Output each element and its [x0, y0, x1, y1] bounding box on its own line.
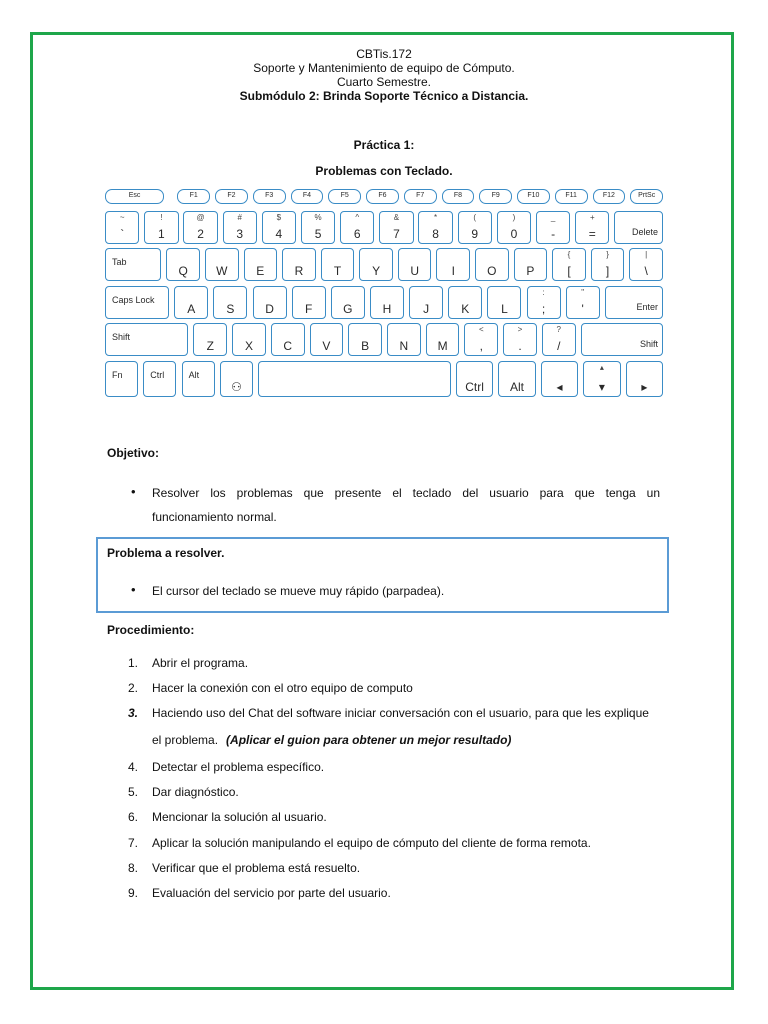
key-0-10	[517, 189, 550, 204]
key-label: 0	[510, 227, 518, 241]
key-label: 8	[432, 227, 439, 241]
key-label: F2	[227, 192, 236, 199]
key-4-2	[232, 323, 266, 356]
key-5-3	[220, 361, 253, 397]
key-4-11	[581, 323, 663, 356]
key-label: N	[399, 339, 409, 353]
key-2-9	[475, 248, 509, 281]
key-1-4	[262, 211, 296, 244]
step-text-main: Evaluación del servicio por parte del usuario.	[152, 886, 391, 900]
key-label: F12	[602, 192, 615, 199]
key-2-10	[514, 248, 548, 281]
step-text-main: el problema.	[152, 733, 219, 747]
key-2-7	[398, 248, 432, 281]
key-4-10	[542, 323, 576, 356]
key-2-8	[436, 248, 470, 281]
key-3-6	[370, 286, 404, 319]
key-shift-label: :	[542, 288, 545, 297]
key-label: 3	[236, 227, 244, 241]
key-label: \	[644, 264, 648, 278]
key-label: X	[244, 339, 253, 353]
step-number: 2.	[127, 681, 138, 695]
key-3-2	[213, 286, 247, 319]
key-0-2	[215, 189, 248, 204]
key-label: ]	[605, 264, 610, 278]
key-3-3	[253, 286, 287, 319]
objective-line-2: funcionamiento normal.	[152, 510, 277, 524]
key-1-13	[614, 211, 663, 244]
key-label: A	[187, 302, 196, 316]
key-0-4	[291, 189, 324, 204]
key-2-1	[166, 248, 200, 281]
key-label: =	[588, 227, 596, 241]
key-label: F10	[527, 192, 540, 199]
key-shift-label: +	[589, 213, 595, 222]
key-label: 6	[353, 227, 361, 241]
key-label: M	[437, 339, 448, 353]
step-text-main: Haciendo uso del Chat del software iniciar conversación con el usuario, para que les explique	[152, 706, 649, 720]
key-shift-label: %	[314, 213, 322, 222]
key-4-5	[348, 323, 382, 356]
key-label: K	[461, 302, 470, 316]
key-1-12	[575, 211, 609, 244]
key-0-1	[177, 189, 210, 204]
key-label: -	[551, 227, 556, 241]
step-number: 5.	[127, 785, 138, 799]
step-text-main: Hacer la conexión con el otro equipo de computo	[152, 681, 413, 695]
step-number: 3.	[127, 706, 138, 720]
key-label: G	[343, 302, 353, 316]
key-label: `	[120, 227, 125, 241]
key-1-10	[497, 211, 531, 244]
key-0-7	[404, 189, 437, 204]
key-4-6	[387, 323, 421, 356]
key-0-3	[253, 189, 286, 204]
key-label: F7	[416, 192, 425, 199]
step-text-main: Detectar el problema específico.	[152, 760, 325, 774]
key-label: S	[226, 302, 235, 316]
practice-label: Práctica 1:	[353, 138, 415, 152]
problem-text: El cursor del teclado se mueve muy rápido (parpadea).	[152, 584, 445, 598]
key-label: V	[322, 339, 331, 353]
key-3-10	[527, 286, 561, 319]
key-label: D	[265, 302, 274, 316]
key-label: T	[333, 264, 342, 278]
key-5-4	[258, 361, 451, 397]
objective-line-1: Resolver los problemas que presente el teclado del usuario para que tenga un	[152, 486, 660, 500]
submodule-title: Submódulo 2: Brinda Soporte Técnico a Distancia.	[239, 89, 529, 103]
key-label: Delete	[631, 227, 658, 237]
key-0-13	[630, 189, 663, 204]
step-text	[152, 886, 391, 901]
key-label: 7	[393, 227, 400, 241]
key-shift-label: )	[512, 213, 516, 222]
key-label: .	[518, 339, 522, 353]
key-1-1	[144, 211, 178, 244]
step-text-main: Abrir el programa.	[152, 656, 249, 670]
key-label: ▾	[598, 380, 605, 394]
key-2-6	[359, 248, 393, 281]
step-number: 7.	[127, 836, 138, 850]
key-label: '	[581, 302, 584, 316]
key-label: W	[216, 264, 228, 278]
key-2-4	[282, 248, 316, 281]
key-shift-label: <	[478, 325, 484, 334]
problem-bullet: •	[131, 582, 136, 597]
key-shift-label: #	[237, 213, 242, 222]
key-label: F3	[265, 192, 274, 199]
key-label: I	[451, 264, 455, 278]
key-label: Q	[178, 264, 188, 278]
key-label: Y	[372, 264, 381, 278]
key-1-7	[379, 211, 413, 244]
key-label: L	[501, 302, 508, 316]
key-label: R	[294, 264, 304, 278]
key-shift-label: ^	[355, 213, 360, 222]
key-2-12	[591, 248, 625, 281]
key-0-11	[555, 189, 588, 204]
semester: Cuarto Semestre.	[336, 75, 432, 89]
step-text-main: Aplicar la solución manipulando el equipo de cómputo del cliente de forma remota.	[152, 836, 591, 850]
key-shift-label: }	[606, 250, 609, 259]
step-number: 1.	[127, 656, 138, 670]
key-label: Alt	[188, 370, 200, 380]
key-label: 2	[197, 227, 204, 241]
key-shift-label: >	[517, 325, 523, 334]
key-label: Esc	[128, 192, 141, 199]
key-0-12	[593, 189, 626, 204]
step-text-main: Mencionar la solución al usuario.	[152, 810, 327, 824]
key-3-12	[605, 286, 663, 319]
key-label: F8	[453, 192, 463, 199]
key-label: F11	[565, 192, 577, 199]
key-label: 1	[158, 227, 165, 241]
key-4-8	[464, 323, 498, 356]
key-label: C	[283, 339, 292, 353]
key-shift-label: &	[393, 213, 400, 222]
key-label: Shift	[639, 339, 658, 349]
key-2-11	[552, 248, 586, 281]
key-label: 5	[314, 227, 322, 241]
key-label: P	[526, 264, 535, 278]
key-0-5	[328, 189, 361, 204]
key-label: F4	[302, 192, 312, 199]
step-text	[152, 836, 591, 851]
step-text	[152, 861, 360, 876]
key-1-2	[183, 211, 217, 244]
key-label: [	[567, 264, 571, 278]
key-label: Enter	[636, 302, 658, 312]
key-label: Caps Lock	[112, 295, 155, 305]
key-shift-label: _	[550, 213, 556, 222]
key-3-1	[174, 286, 208, 319]
step-text	[152, 656, 248, 671]
step-number: 9.	[127, 886, 138, 900]
key-5-9	[626, 361, 663, 397]
key-4-3	[271, 323, 305, 356]
key-2-5	[321, 248, 355, 281]
key-label: Ctrl	[465, 380, 484, 394]
step-text-main: Dar diagnóstico.	[152, 785, 239, 799]
step-text	[152, 785, 239, 800]
key-label: U	[410, 264, 419, 278]
key-label: F	[305, 302, 313, 316]
key-2-3	[244, 248, 278, 281]
key-shift-label: "	[581, 288, 585, 297]
key-label: Fn	[112, 370, 123, 380]
key-2-0	[105, 248, 161, 281]
step-text	[152, 706, 649, 721]
key-shift-label: {	[567, 250, 571, 259]
step-text	[152, 810, 327, 825]
key-label: Alt	[510, 380, 525, 394]
step-number: 4.	[127, 760, 138, 774]
key-shift-label: !	[160, 213, 163, 222]
key-0-6	[366, 189, 399, 204]
key-label: B	[361, 339, 370, 353]
key-label: ;	[541, 302, 546, 316]
key-label: F6	[378, 192, 387, 199]
key-1-5	[301, 211, 335, 244]
key-shift-label: ?	[556, 325, 561, 334]
practice-title: Problemas con Teclado.	[315, 164, 453, 178]
key-1-6	[340, 211, 374, 244]
key-5-5	[456, 361, 493, 397]
key-shift-label: |	[645, 250, 648, 259]
key-label: /	[557, 339, 561, 353]
key-label: Tab	[112, 257, 127, 267]
key-1-11	[536, 211, 570, 244]
key-2-13	[629, 248, 663, 281]
key-0-0	[105, 189, 164, 204]
key-4-9	[503, 323, 537, 356]
key-1-9	[458, 211, 492, 244]
key-label: 9	[471, 227, 479, 241]
key-3-11	[566, 286, 600, 319]
key-5-6	[498, 361, 535, 397]
key-1-0	[105, 211, 139, 244]
step-text-main: Verificar que el problema está resuelto.	[152, 861, 361, 875]
key-label: PrtSc	[638, 192, 656, 199]
key-shift-label: ▴	[599, 363, 604, 372]
key-5-0	[105, 361, 138, 397]
key-1-8	[418, 211, 452, 244]
key-3-0	[105, 286, 169, 319]
key-label: Ctrl	[150, 370, 165, 380]
step-number: 6.	[127, 810, 138, 824]
step-text	[152, 760, 324, 775]
key-0-8	[442, 189, 475, 204]
key-label: F5	[340, 192, 349, 199]
key-shift-label: @	[196, 213, 205, 222]
key-4-1	[193, 323, 227, 356]
procedure-heading: Procedimiento:	[107, 623, 195, 637]
key-3-4	[292, 286, 326, 319]
key-shift-label: $	[276, 213, 282, 222]
key-label: J	[423, 302, 430, 316]
keyboard-illustration	[105, 189, 663, 407]
key-label: F1	[189, 192, 198, 199]
key-4-7	[426, 323, 460, 356]
objective-heading: Objetivo:	[107, 446, 160, 460]
key-0-9	[479, 189, 512, 204]
key-label: ◂	[556, 380, 563, 394]
key-1-3	[223, 211, 257, 244]
problem-heading: Problema a resolver.	[107, 546, 225, 560]
key-label: F9	[491, 192, 500, 199]
key-label: O	[487, 264, 497, 278]
key-2-2	[205, 248, 239, 281]
key-5-2	[182, 361, 215, 397]
key-label: ⚇	[231, 380, 242, 394]
key-shift-label: *	[434, 213, 438, 222]
key-label: Shift	[112, 332, 131, 342]
step-text	[152, 733, 511, 748]
course-name: Soporte y Mantenimiento de equipo de Cómputo.	[253, 61, 515, 75]
key-label: ▸	[641, 380, 648, 394]
key-label: 4	[275, 227, 283, 241]
objective-bullet: •	[131, 484, 136, 499]
key-shift-label: ~	[119, 213, 125, 222]
key-4-0	[105, 323, 188, 356]
key-label: E	[256, 264, 265, 278]
key-4-4	[310, 323, 344, 356]
key-label: H	[382, 302, 392, 316]
key-label: Z	[206, 339, 214, 353]
school-name: CBTis.172	[356, 47, 412, 61]
step-note: (Aplicar el guion para obtener un mejor resultado)	[226, 733, 512, 747]
key-3-5	[331, 286, 365, 319]
key-5-1	[143, 361, 176, 397]
step-number: 8.	[127, 861, 138, 875]
key-5-7	[541, 361, 578, 397]
key-3-8	[448, 286, 482, 319]
step-text	[152, 681, 413, 696]
key-3-7	[409, 286, 443, 319]
key-label: ,	[479, 339, 483, 353]
key-5-8	[583, 361, 620, 397]
key-3-9	[487, 286, 521, 319]
key-shift-label: (	[473, 213, 477, 222]
